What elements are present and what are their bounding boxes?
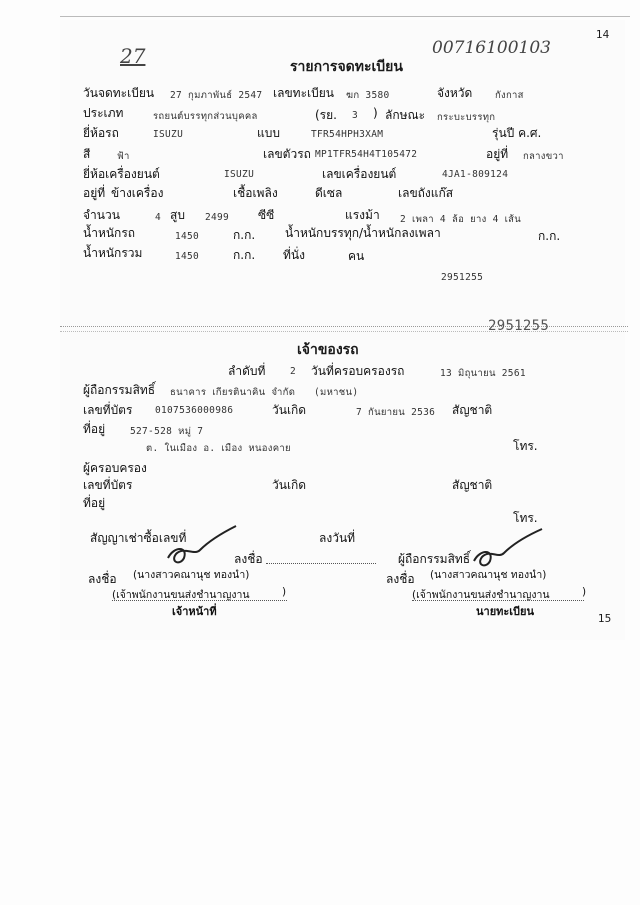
chassis-location-label: อยู่ที่ xyxy=(486,147,509,161)
page-number-top: 14 xyxy=(596,29,610,41)
right-signer-position-close: ) xyxy=(582,586,587,598)
left-signer-role: เจ้าหน้าที่ xyxy=(172,605,217,618)
color-label: สี xyxy=(83,147,91,161)
weight-unit-2: ก.ก. xyxy=(538,229,561,243)
left-signer-position: (เจ้าพนักงานขนส่งชำนาญงาน xyxy=(112,589,250,601)
ro-label: (รย. xyxy=(315,108,337,122)
page-number-bottom: 15 xyxy=(598,613,612,625)
total-weight-label: น้ำหนักรวม xyxy=(83,246,143,260)
owner-section-header: เจ้าของรถ xyxy=(297,342,359,358)
chassis-location-value: กลางขวา xyxy=(523,151,564,162)
ro-value: 3 xyxy=(352,110,359,121)
possessor-label: ผู้ครอบครอง xyxy=(83,461,147,475)
gas-tank-label: เลขถังแก๊ส xyxy=(398,186,454,200)
weight-unit-3: ก.ก. xyxy=(233,248,256,262)
owner-suffix: (มหาชน) xyxy=(314,387,359,398)
stamp-code-repeat: 2951255 xyxy=(488,318,550,334)
possession-date-label: วันที่ครอบครองรถ xyxy=(311,364,405,378)
cylinders-unit: สูบ xyxy=(170,208,185,222)
id-card-value: 0107536000986 xyxy=(155,405,234,416)
reg-number-label: เลขทะเบียน xyxy=(273,86,334,100)
left-sign-label: ลงชื่อ xyxy=(234,552,263,566)
brand-value: ISUZU xyxy=(153,129,184,140)
fuel-label: เชื้อเพลิง xyxy=(233,186,278,200)
possession-date-value: 13 มิถุนายน 2561 xyxy=(440,368,526,379)
page-top-edge xyxy=(60,16,630,17)
seats-unit: คน xyxy=(348,249,365,263)
handwritten-document-number: 00716100103 xyxy=(432,38,551,58)
id-card-label: เลขที่บัตร xyxy=(83,403,133,417)
right-owner-label: ผู้ถือกรรมสิทธิ์ xyxy=(398,552,471,566)
color-value: ฟ้า xyxy=(117,151,130,162)
vehicle-type-label: ประเภท xyxy=(83,106,124,120)
stamp-code: 2951255 xyxy=(441,272,484,283)
left-signer-name: (นางสาวคณานุช ทองนำ) xyxy=(133,569,250,581)
model-value: TFR54HPH3XAM xyxy=(311,129,384,140)
province-value: กังกาส xyxy=(495,90,524,101)
right-signer-position: (เจ้าพนักงานขนส่งชำนาญงาน xyxy=(412,589,550,601)
reg-number-value: ฆก 3580 xyxy=(346,90,390,101)
engine-cc-value: 2499 xyxy=(205,212,230,223)
reg-date-label: วันจดทะเบียน xyxy=(83,86,155,100)
engine-number-label: เลขเครื่องยนต์ xyxy=(322,167,397,181)
order-value: 2 xyxy=(290,366,297,377)
province-label: จังหวัด xyxy=(437,86,473,100)
right-sign-label: ลงชื่อ xyxy=(386,572,415,586)
phone-label: โทร. xyxy=(513,439,538,453)
ro-close: ) xyxy=(373,106,378,120)
owner-label: ผู้ถือกรรมสิทธิ์ xyxy=(83,383,156,397)
cylinders-value: 4 xyxy=(155,212,162,223)
horsepower-label: แรงม้า xyxy=(345,208,380,222)
dob-label: วันเกิด xyxy=(272,403,307,417)
vehicle-type-value: รถยนต์บรรทุกส่วนบุคคล xyxy=(153,111,258,122)
possessor-id-label: เลขที่บัตร xyxy=(83,478,133,492)
left-signer-position-close: ) xyxy=(282,586,287,598)
seats-label: ที่นั่ง xyxy=(283,248,305,262)
chassis-number-label: เลขตัวรถ xyxy=(263,147,311,161)
reg-date-value: 27 กุมภาพันธ์ 2547 xyxy=(170,90,263,101)
body-style-value: กระบะบรรทุก xyxy=(437,112,496,123)
load-weight-label: น้ำหนักบรรทุก/น้ำหนักลงเพลา xyxy=(285,226,441,240)
address-line-2: ต. ในเมือง อ. เมือง หนองคาย xyxy=(146,443,291,454)
total-weight-value: 1450 xyxy=(175,251,200,262)
engine-cc-unit: ซีซี xyxy=(258,208,275,222)
fuel-value: ดีเซล xyxy=(315,186,343,200)
address-line-1: 527-528 หมู่ 7 xyxy=(130,426,204,437)
owner-value: ธนาคาร เกียรตินาคิน จำกัด xyxy=(170,387,296,398)
handwritten-page-mark: 27 xyxy=(120,44,146,68)
left-sign-label-2: ลงชื่อ xyxy=(88,572,117,586)
engine-number-value: 4JA1-809124 xyxy=(442,169,509,180)
hire-purchase-contract-label: สัญญาเช่าซื้อเลขที่ xyxy=(90,531,187,545)
weight-unit-1: ก.ก. xyxy=(233,228,256,242)
nationality-label: สัญชาติ xyxy=(452,403,493,417)
document-title: รายการจดทะเบียน xyxy=(290,59,403,75)
possessor-nationality-label: สัญชาติ xyxy=(452,478,493,492)
order-label: ลำดับที่ xyxy=(228,364,266,378)
left-sign-line xyxy=(266,563,376,564)
vehicle-weight-label: น้ำหนักรถ xyxy=(83,226,136,240)
dob-value: 7 กันยายน 2536 xyxy=(356,407,436,418)
possessor-dob-label: วันเกิด xyxy=(272,478,307,492)
contract-date-label: ลงวันที่ xyxy=(319,531,356,545)
possessor-phone-label: โทร. xyxy=(513,511,538,525)
possessor-address-label: ที่อยู่ xyxy=(83,496,106,510)
engine-location-value: ข้างเครื่อง xyxy=(111,186,164,200)
engine-brand-label: ยี่ห้อเครื่องยนต์ xyxy=(83,167,160,181)
engine-location-label: อยู่ที่ xyxy=(83,186,106,200)
brand-label: ยี่ห้อรถ xyxy=(83,126,119,140)
address-label: ที่อยู่ xyxy=(83,422,106,436)
right-signer-role: นายทะเบียน xyxy=(476,605,535,618)
model-label: แบบ xyxy=(257,126,280,140)
count-label: จำนวน xyxy=(83,208,120,222)
chassis-number-value: MP1TFR54H4T105472 xyxy=(315,149,418,160)
engine-brand-value: ISUZU xyxy=(224,169,255,180)
vehicle-weight-value: 1450 xyxy=(175,231,200,242)
model-year-label: รุ่นปี ค.ศ. xyxy=(492,126,542,140)
body-style-label: ลักษณะ xyxy=(385,108,426,122)
right-position-line xyxy=(412,600,584,601)
left-position-line xyxy=(112,600,287,601)
right-signer-name: (นางสาวคณานุช ทองนำ) xyxy=(430,569,547,581)
axles-wheels-value: 2 เพลา 4 ล้อ ยาง 4 เส้น xyxy=(400,214,522,225)
